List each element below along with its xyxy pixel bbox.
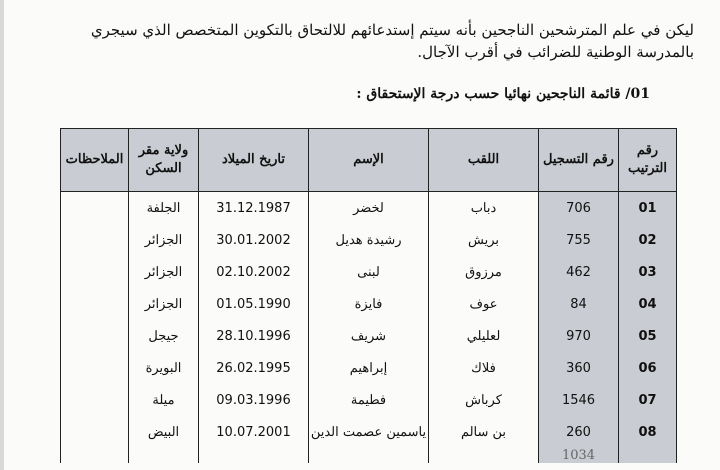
cell-first-name: شريف: [309, 320, 429, 352]
header-state: ولاية مقر السكن: [129, 129, 199, 192]
cell-first-name: لخضر: [309, 192, 429, 225]
cell-rank: 04: [619, 288, 677, 320]
cell-registration: 84: [539, 288, 619, 320]
cell-registration: 360: [539, 352, 619, 384]
cell-registration: 970: [539, 320, 619, 352]
cell-state: البويرة: [129, 352, 199, 384]
cell-registration: 755: [539, 224, 619, 256]
cell-birth-date: 30.01.2002: [199, 224, 309, 256]
cell-first-name: لبنى: [309, 256, 429, 288]
cell-state: الجزائر: [129, 224, 199, 256]
cell-birth-date: 28.10.1996: [199, 320, 309, 352]
cell-first-name: فايزة: [309, 288, 429, 320]
results-table: [60, 128, 677, 463]
header-registration: رقم التسجيل: [539, 129, 619, 192]
cell-last-name: بريش: [429, 224, 539, 256]
cell-first-name: فطيمة: [309, 384, 429, 416]
cell-birth-date: 02.10.2002: [199, 256, 309, 288]
cell-birth-date: 09.03.1996: [199, 384, 309, 416]
cell-rank: [619, 448, 677, 463]
table-row: [61, 320, 677, 352]
cell-last-name: دباب: [429, 192, 539, 225]
cell-birth-date: 31.12.1987: [199, 192, 309, 225]
table-row: [61, 256, 677, 288]
table-row: [61, 416, 677, 448]
cell-registration: 260: [539, 416, 619, 448]
cell-last-name: بن سالم: [429, 416, 539, 448]
header-notes: الملاحظات: [61, 129, 129, 192]
header-last-name: اللقب: [429, 129, 539, 192]
cell-registration: 462: [539, 256, 619, 288]
cell-notes: [61, 320, 129, 352]
cell-state: جيجل: [129, 320, 199, 352]
table-row: [61, 224, 677, 256]
cell-registration: 706: [539, 192, 619, 225]
cell-first-name: ياسمين عصمت الدين: [309, 416, 429, 448]
cell-notes: [61, 256, 129, 288]
cell-birth-date: 26.02.1995: [199, 352, 309, 384]
table-row-partial: [61, 448, 677, 463]
cell-rank: 03: [619, 256, 677, 288]
cell-state: [129, 448, 199, 463]
cell-rank: 05: [619, 320, 677, 352]
cell-birth-date: [199, 448, 309, 463]
table-row: [61, 288, 677, 320]
cell-state: البيض: [129, 416, 199, 448]
cell-registration: 1034: [539, 448, 619, 463]
cell-last-name: عوف: [429, 288, 539, 320]
cell-notes: [61, 224, 129, 256]
cell-state: ميلة: [129, 384, 199, 416]
section-title: 01/ قائمة الناجحين نهائيا حسب درجة الإستحقاق :: [356, 86, 650, 102]
cell-rank: 07: [619, 384, 677, 416]
table-row: [61, 352, 677, 384]
page-edge: [0, 0, 4, 470]
cell-rank: 08: [619, 416, 677, 448]
cell-state: الجلفة: [129, 192, 199, 225]
cell-first-name: [309, 448, 429, 463]
header-rank: رقم الترتيب: [619, 129, 677, 192]
table-row: [61, 192, 677, 225]
cell-notes: [61, 288, 129, 320]
cell-last-name: مرزوق: [429, 256, 539, 288]
cell-notes: [61, 448, 129, 463]
header-birth-date: تاريخ الميلاد: [199, 129, 309, 192]
table-row: [61, 384, 677, 416]
header-first-name: الإسم: [309, 129, 429, 192]
cell-rank: 06: [619, 352, 677, 384]
cell-last-name: [429, 448, 539, 463]
cell-last-name: فلاك: [429, 352, 539, 384]
cell-rank: 02: [619, 224, 677, 256]
cell-notes: [61, 384, 129, 416]
table-header-row: [61, 129, 677, 192]
cell-last-name: كرباش: [429, 384, 539, 416]
cell-state: الجزائر: [129, 288, 199, 320]
cell-notes: [61, 352, 129, 384]
cell-birth-date: 10.07.2001: [199, 416, 309, 448]
cell-notes: [61, 192, 129, 225]
cell-notes: [61, 416, 129, 448]
cell-first-name: رشيدة هديل: [309, 224, 429, 256]
intro-paragraph: ليكن في علم المترشحين الناجحين بأنه سيتم إستدعائهم للالتحاق بالتكوين المتخصص الذي سيجري بالمدرسة الوطنية للضرائب في أقرب الآجال.: [90, 21, 694, 61]
cell-rank: 01: [619, 192, 677, 225]
cell-last-name: لعليلي: [429, 320, 539, 352]
cell-birth-date: 01.05.1990: [199, 288, 309, 320]
cell-registration: 1546: [539, 384, 619, 416]
cell-first-name: إبراهيم: [309, 352, 429, 384]
cell-state: الجزائر: [129, 256, 199, 288]
